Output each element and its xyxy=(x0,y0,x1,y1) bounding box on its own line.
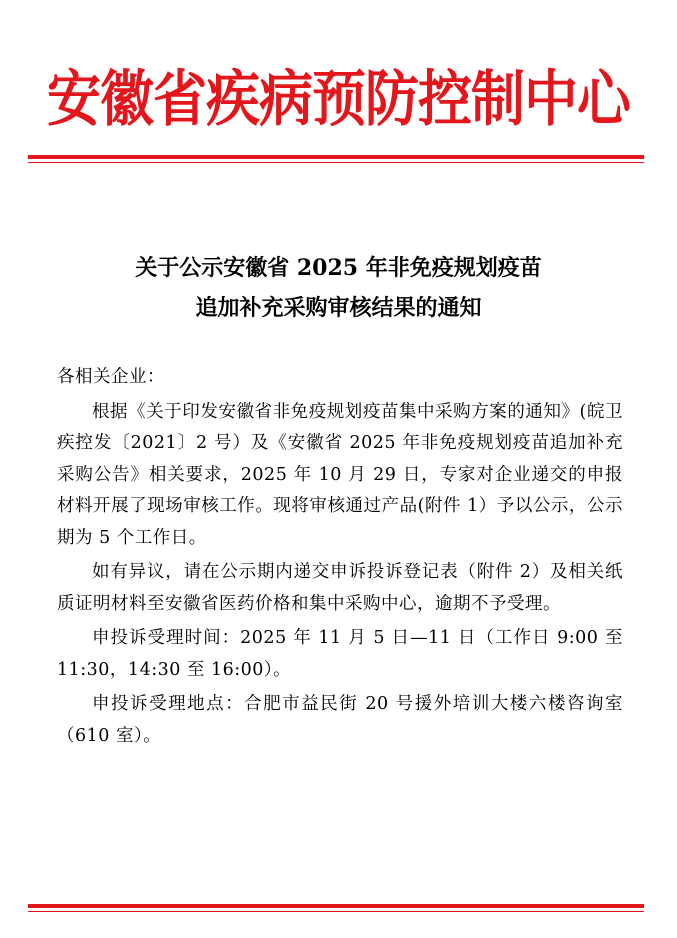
footer-divider xyxy=(28,904,644,912)
divider-thin-line xyxy=(28,911,644,912)
divider-thin-line xyxy=(28,162,644,163)
document-title-line-1: 关于公示安徽省 2025 年非免疫规划疫苗 xyxy=(135,255,542,281)
letterhead-org-name: 安徽省疾病预防控制中心 xyxy=(47,65,630,134)
body-paragraph-complaint-time: 申投诉受理时间：2025 年 11 月 5 日—11 日（工作日 9:00 至 11:30，14:30 至 16:00）。 xyxy=(57,628,623,680)
letterhead-divider-top xyxy=(28,155,644,163)
document-title-line-2: 追加补充采购审核结果的通知 xyxy=(195,295,482,321)
salutation: 各相关企业： xyxy=(57,367,165,387)
document-title xyxy=(0,248,677,328)
divider-thick-line xyxy=(28,155,644,159)
body-paragraph-basis: 根据《关于印发安徽省非免疫规划疫苗集中采购方案的通知》(皖卫疾控发〔2021〕2 号）及《安徽省 2025 年非免疫规划疫苗追加补充采购公告》相关要求，2025 年 10 月 29 日，专家对企业递交的申报材料开展了现场审核工作。现将审核通过产品(附件 1）予以公示，公示期为 5 个工作日。 xyxy=(57,401,623,548)
body-paragraph-complaint-location: 申投诉受理地点：合肥市益民街 20 号援外培训大楼六楼咨询室（610 室）。 xyxy=(57,694,623,746)
document-body xyxy=(57,362,623,755)
body-paragraph-objection: 如有异议，请在公示期内递交申诉投诉登记表（附件 2）及相关纸质证明材料至安徽省医药价格和集中采购中心，逾期不予受理。 xyxy=(57,562,623,614)
divider-thick-line xyxy=(28,904,644,908)
